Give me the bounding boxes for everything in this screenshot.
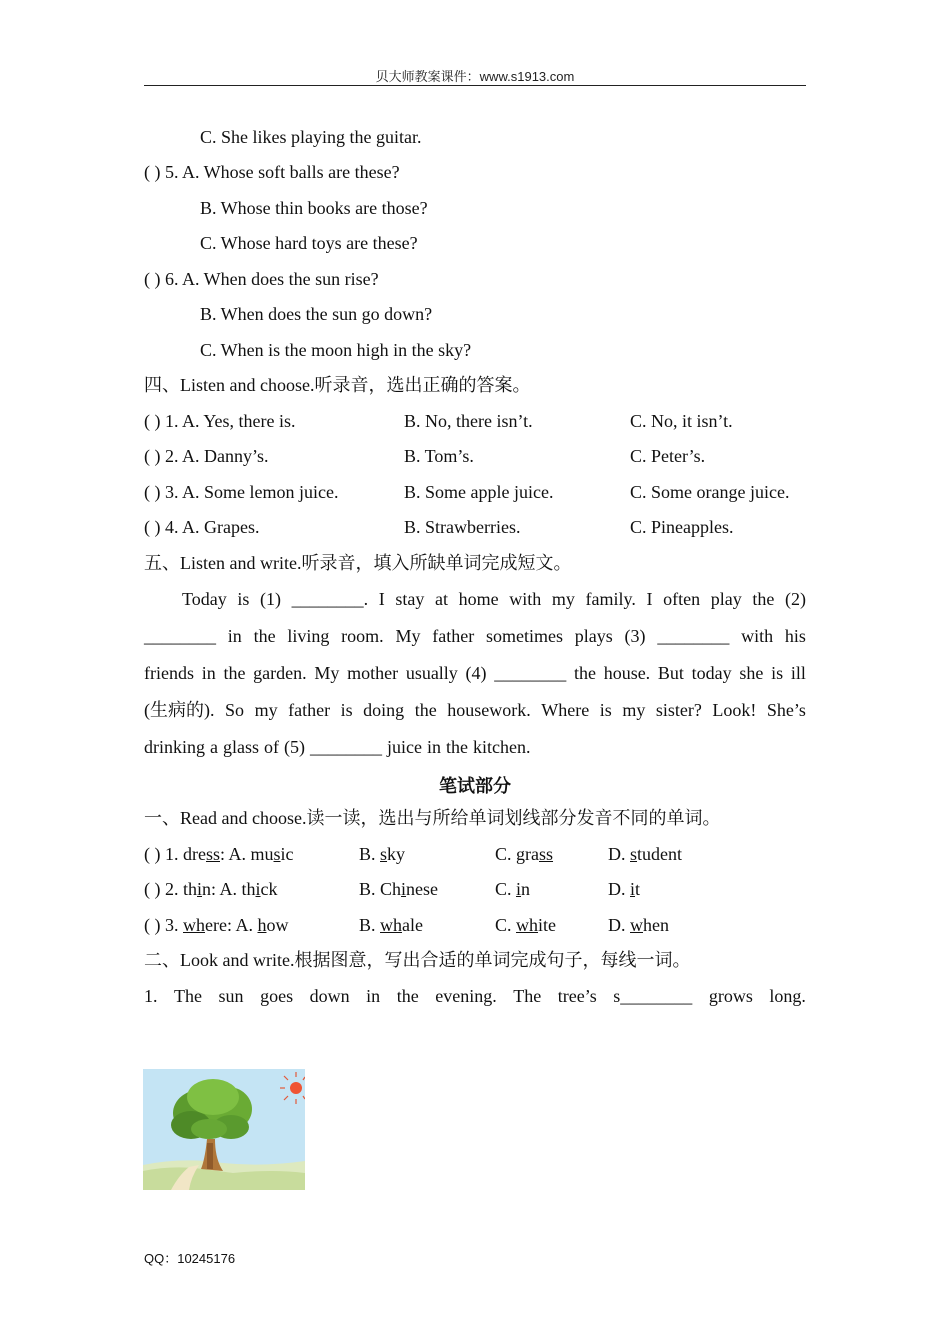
passage-line: [144, 699, 806, 736]
passage-word: ________: [657, 626, 730, 646]
passage-word: with: [741, 626, 774, 646]
q6-option-b: B. When does the sun go down?: [200, 304, 433, 324]
w1-q3-stem: ( ) 3. where: A. how: [144, 915, 289, 935]
passage-word: sometimes: [485, 626, 563, 646]
written-part-title: 笔试部分: [439, 776, 511, 796]
passage-word: tree’s: [557, 986, 597, 1006]
passage-word: garden.: [253, 663, 307, 683]
passage-word: doing: [363, 700, 405, 720]
passage-word: today: [691, 663, 732, 683]
passage-word: My: [395, 626, 421, 646]
passage-word: friends: [144, 663, 194, 683]
passage-word: often: [663, 589, 701, 609]
passage-word: down: [309, 986, 350, 1006]
passage-word: in: [366, 986, 381, 1006]
s4-q4-a: ( ) 4. A. Grapes.: [144, 517, 260, 537]
passage-word: juice: [387, 737, 422, 757]
w1-q3-d: D. when: [608, 915, 669, 935]
passage-word: (5): [284, 737, 305, 757]
q6-option-c: C. When is the moon high in the sky?: [200, 340, 472, 360]
passage-word: grows: [708, 986, 753, 1006]
passage-word: with: [509, 589, 542, 609]
q5-option-b: B. Whose thin books are those?: [200, 198, 428, 218]
passage-word: ________.: [291, 589, 369, 609]
passage-word: ________: [310, 737, 382, 757]
passage-word: 1.: [144, 986, 158, 1006]
passage-word: family.: [585, 589, 636, 609]
passage-word: the: [414, 700, 437, 720]
page-header: 贝大师教案课件：www.s1913.com: [375, 69, 575, 84]
passage-word: My: [314, 663, 340, 683]
passage-word: is: [599, 700, 612, 720]
passage-word: (1): [260, 589, 281, 609]
passage-word: housework.: [447, 700, 531, 720]
passage-word: goes: [260, 986, 294, 1006]
s4-q3-c: C. Some orange juice.: [630, 482, 790, 502]
passage-word: home: [458, 589, 499, 609]
q5-option-a: ( ) 5. A. Whose soft balls are these?: [144, 162, 400, 182]
passage-word: she: [739, 663, 764, 683]
s4-q1-a: ( ) 1. A. Yes, there is.: [144, 411, 296, 431]
s4-q1-c: C. No, it isn’t.: [630, 411, 733, 431]
passage-word: his: [784, 626, 806, 646]
section-five-heading: 五、Listen and write.听录音，填入所缺单词完成短文。: [144, 553, 572, 573]
passage-word: (生病的).: [144, 700, 215, 720]
w1-q2-stem: ( ) 2. thin: A. thick: [144, 879, 278, 899]
passage-word: the: [752, 589, 775, 609]
w1-q3-c: C. white: [495, 915, 557, 935]
passage-word: drinking: [144, 737, 205, 757]
passage-word: room.: [341, 626, 384, 646]
passage-word: in: [227, 626, 242, 646]
passage-word: stay: [395, 589, 425, 609]
passage-word: father: [432, 626, 475, 646]
w1-q2-d: D. it: [608, 879, 641, 899]
section-four-heading: 四、Listen and choose.听录音，选出正确的答案。: [144, 375, 531, 395]
passage-word: evening.: [435, 986, 497, 1006]
passage-word: a: [210, 737, 218, 757]
passage-word: But: [657, 663, 684, 683]
passage-word: the: [446, 737, 468, 757]
passage-word: long.: [769, 986, 806, 1006]
passage-word: in: [426, 737, 441, 757]
passage-word: my: [254, 700, 278, 720]
passage-line: [144, 625, 806, 662]
w1-q1-stem: ( ) 1. dress: A. music: [144, 844, 294, 864]
s4-q2-a: ( ) 2. A. Danny’s.: [144, 446, 269, 466]
passage-word: at: [435, 589, 448, 609]
passage-word: (4): [465, 663, 487, 683]
passage-word: (3): [624, 626, 646, 646]
passage-word: father: [288, 700, 331, 720]
passage-word: She’s: [766, 700, 806, 720]
passage-word: my: [551, 589, 575, 609]
s4-q3-b: B. Some apple juice.: [404, 482, 554, 502]
w1-q1-d: D. student: [608, 844, 683, 864]
s4-q2-c: C. Peter’s.: [630, 446, 706, 466]
passage-word: (2): [784, 589, 806, 609]
s4-q3-a: ( ) 3. A. Some lemon juice.: [144, 482, 339, 502]
passage-word: Where: [541, 700, 590, 720]
written-two-heading: 二、Look and write.根据图意，写出合适的单词完成句子，每线一词。: [144, 950, 691, 970]
passage-word: s________: [613, 986, 693, 1006]
passage-word: house.: [603, 663, 651, 683]
passage-word: ill: [790, 663, 806, 683]
passage-word: kitchen.: [473, 737, 531, 757]
w1-q2-c: C. in: [495, 879, 531, 899]
q1-sentence: [144, 985, 806, 1022]
q4-option-c: C. She likes playing the guitar.: [200, 127, 422, 147]
passage-word: in: [201, 663, 216, 683]
passage-word: usually: [405, 663, 458, 683]
passage-word: glass: [223, 737, 259, 757]
s4-q4-c: C. Pineapples.: [630, 517, 734, 537]
passage-word: Today: [182, 589, 227, 609]
passage-word: ________: [144, 626, 216, 646]
passage-word: the: [253, 626, 276, 646]
passage-line: [144, 588, 806, 625]
passage-word: living: [287, 626, 330, 646]
w1-q1-c: C. grass: [495, 844, 554, 864]
passage-word: The: [174, 986, 203, 1006]
passage-line: [144, 662, 806, 699]
tree-sun-illustration: [143, 1069, 305, 1190]
passage-word: the: [573, 663, 596, 683]
passage-word: my: [622, 700, 646, 720]
page-footer: QQ：10245176: [144, 1251, 236, 1266]
passage-word: the: [396, 986, 419, 1006]
passage-word: sun: [218, 986, 244, 1006]
q5-option-c: C. Whose hard toys are these?: [200, 233, 418, 253]
passage-word: I: [378, 589, 385, 609]
passage-word: plays: [574, 626, 613, 646]
passage-word: sister?: [655, 700, 702, 720]
trunk-shade: [207, 1143, 213, 1169]
header-rule: [144, 85, 806, 86]
passage-word: The: [513, 986, 542, 1006]
written-one-heading: 一、Read and choose.读一读，选出与所给单词划线部分发音不同的单词。: [144, 808, 721, 828]
s4-q2-b: B. Tom’s.: [404, 446, 474, 466]
passage-word: the: [223, 663, 246, 683]
passage-word: So: [225, 700, 245, 720]
passage-word: I: [646, 589, 653, 609]
passage-word: of: [264, 737, 279, 757]
w1-q1-b: B. sky: [359, 844, 406, 864]
passage-word: is: [340, 700, 353, 720]
w1-q2-b: B. Chinese: [359, 879, 439, 899]
passage-line: [144, 736, 806, 773]
passage-word: is: [771, 663, 784, 683]
passage-word: is: [237, 589, 250, 609]
passage-word: mother: [347, 663, 399, 683]
passage-word: play: [710, 589, 742, 609]
passage-word: ________: [494, 663, 567, 683]
w1-q3-b: B. whale: [359, 915, 423, 935]
section-five-passage: [144, 588, 806, 773]
s4-q4-b: B. Strawberries.: [404, 517, 521, 537]
q6-option-a: ( ) 6. A. When does the sun rise?: [144, 269, 379, 289]
written-two-q1: [144, 985, 806, 1022]
s4-q1-b: B. No, there isn’t.: [404, 411, 533, 431]
passage-word: Look!: [712, 700, 757, 720]
